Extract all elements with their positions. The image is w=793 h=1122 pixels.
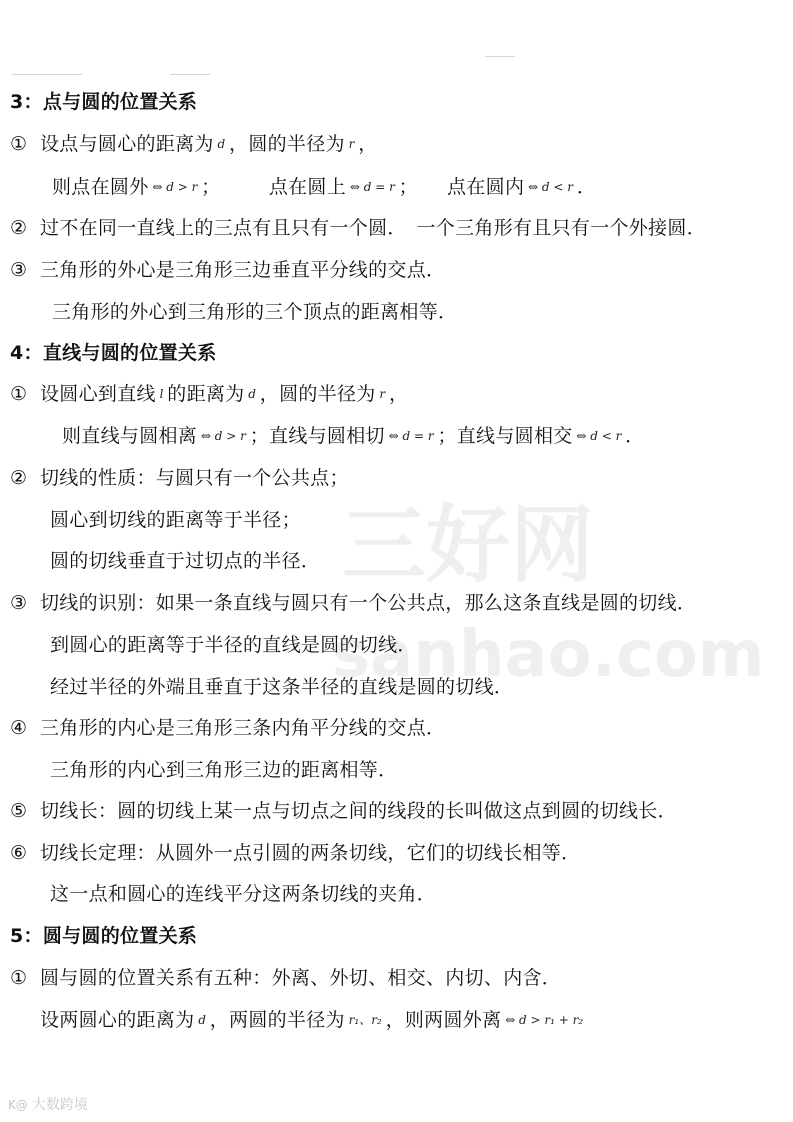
text-line [50, 759, 397, 781]
text-run: ；直线与圆相交 [437, 425, 573, 447]
list-item-line [10, 590, 696, 616]
item-number: ⑤ [10, 800, 28, 822]
text-run: 切线的识别：如果一条直线与圆只有一个公共点，那么这条直线是圆的切线． [40, 592, 697, 614]
section-heading: 5：圆与圆的位置关系 [10, 925, 198, 947]
text-line [40, 800, 677, 822]
section-heading: 3：点与圆的位置关系 [10, 91, 198, 113]
item-number: ① [10, 383, 28, 405]
math-expression: ⇔ d > r [197, 429, 250, 443]
text-line [52, 301, 457, 323]
text-run: 圆与圆的位置关系有五种：外离、外切、相交、内切、内含． [40, 967, 562, 989]
text-run: ， [388, 383, 409, 405]
text-run: 圆的切线垂直于过切点的半径． [50, 550, 321, 572]
text-line [50, 550, 320, 572]
text-line [40, 133, 378, 155]
text-line [40, 383, 408, 405]
text-run: ，圆的半径为 [259, 383, 376, 405]
text-run: 三角形的外心是三角形三边垂直平分线的交点． [40, 259, 446, 281]
item-number: ① [10, 133, 28, 155]
list-item-line [50, 632, 417, 658]
text-run: 切线长：圆的切线上某一点与切点之间的线段的长叫做这点到圆的切线长． [40, 800, 677, 822]
logo-mark-icon: K@ [8, 1098, 28, 1112]
text-line [40, 717, 445, 739]
text-run: ；直线与圆相切 [249, 425, 385, 447]
text-run: 切线的性质：与圆只有一个公共点； [40, 467, 349, 489]
list-item-line [10, 465, 349, 491]
text-run: 切线长定理：从圆外一点引圆的两条切线，它们的切线长相等． [40, 842, 581, 864]
text-run: 到圆心的距离等于半径的直线是圆的切线． [50, 634, 417, 656]
text-run: ，两圆的半径为 [209, 1009, 345, 1031]
text-line [40, 1009, 583, 1031]
list-item-line [62, 423, 644, 449]
item-number: ② [10, 467, 28, 489]
list-item-line [50, 548, 320, 574]
text-run: 三角形的内心是三角形三条内角平分线的交点． [40, 717, 446, 739]
text-line [40, 842, 580, 864]
text-line [50, 676, 513, 698]
section-heading: 4：直线与圆的位置关系 [10, 342, 217, 364]
text-run: ，则两圆外离 [385, 1009, 502, 1031]
item-number: ① [10, 967, 28, 989]
list-item-line [10, 715, 445, 741]
text-run: 设两圆心的距离为 [40, 1009, 195, 1031]
text-run: 的距离为 [167, 383, 245, 405]
text-line [62, 425, 644, 447]
text-run: 则点在圆外 [52, 176, 149, 198]
text-run: 经过半径的外端且垂直于这条半径的直线是圆的切线． [50, 676, 514, 698]
list-item-line [50, 674, 513, 700]
scan-speck [485, 56, 515, 57]
logo-text: 大数跨境 [31, 1097, 88, 1113]
text-line [40, 259, 445, 281]
math-expression: ⇔ d < r [524, 180, 577, 194]
watermark-line-2: sanhao.com [332, 618, 765, 692]
list-item-line [10, 257, 445, 283]
text-line [40, 967, 561, 989]
math-expression: d [194, 1013, 210, 1027]
list-item-line [50, 881, 436, 907]
text-run: 这一点和圆心的连线平分这两条切线的夹角． [50, 883, 437, 905]
text-line [50, 883, 436, 905]
list-item-line [40, 1007, 583, 1033]
text-line [40, 217, 706, 239]
list-item-line [10, 381, 408, 407]
math-expression: ⇔ d = r [346, 180, 399, 194]
text-run: 设点与圆心的距离为 [40, 133, 214, 155]
item-number: ④ [10, 717, 28, 739]
list-item-line [52, 174, 596, 200]
scan-speck [170, 74, 210, 75]
text-run: ． [625, 425, 645, 447]
list-item-line [50, 757, 397, 783]
text-run: 则直线与圆相离 [62, 425, 198, 447]
text-run: 设圆心到直线 [40, 383, 156, 405]
text-run: ． [576, 176, 597, 198]
text-run: ； 点在圆上 [201, 176, 347, 198]
item-number: ③ [10, 259, 28, 281]
text-line [40, 467, 349, 489]
math-expression: d [244, 387, 260, 401]
item-number: ⑥ [10, 842, 28, 864]
publisher-logo [8, 1094, 88, 1114]
list-item-line [52, 299, 457, 325]
item-number: ③ [10, 592, 28, 614]
list-item-line [50, 507, 301, 533]
math-expression: ⇔ d < r [572, 429, 626, 443]
text-run: ； 点在圆内 [398, 176, 525, 198]
text-run: ， [358, 133, 378, 155]
math-expression: ⇔ d > r [148, 180, 202, 194]
list-item-line [10, 215, 706, 241]
text-run: 过不在同一直线上的三点有且只有一个圆． 一个三角形有且只有一个外接圆． [40, 217, 707, 239]
list-item-line [10, 840, 580, 866]
math-expression: d [213, 137, 230, 151]
text-line [50, 509, 301, 531]
list-item-line [10, 965, 561, 991]
text-run: 圆心到切线的距离等于半径； [50, 509, 301, 531]
text-run: ，圆的半径为 [229, 133, 345, 155]
item-number: ② [10, 217, 28, 239]
text-run: 三角形的内心到三角形三边的距离相等． [50, 759, 398, 781]
text-run: 三角形的外心到三角形的三个顶点的距离相等． [52, 301, 458, 323]
math-expression: r [375, 387, 389, 401]
text-line [50, 634, 417, 656]
math-expression: r [344, 137, 359, 151]
watermark-line-1: 三好网 [342, 496, 595, 594]
math-expression: r₁、r₂ [344, 1013, 386, 1027]
scan-speck [12, 74, 82, 75]
math-expression: ⇔ d = r [384, 429, 438, 443]
text-line [52, 176, 596, 198]
math-expression: l [155, 387, 168, 401]
list-item-line [10, 131, 378, 157]
list-item-line [10, 798, 677, 824]
text-line [40, 592, 696, 614]
math-expression: ⇔ d > r₁ + r₂ [501, 1013, 584, 1027]
